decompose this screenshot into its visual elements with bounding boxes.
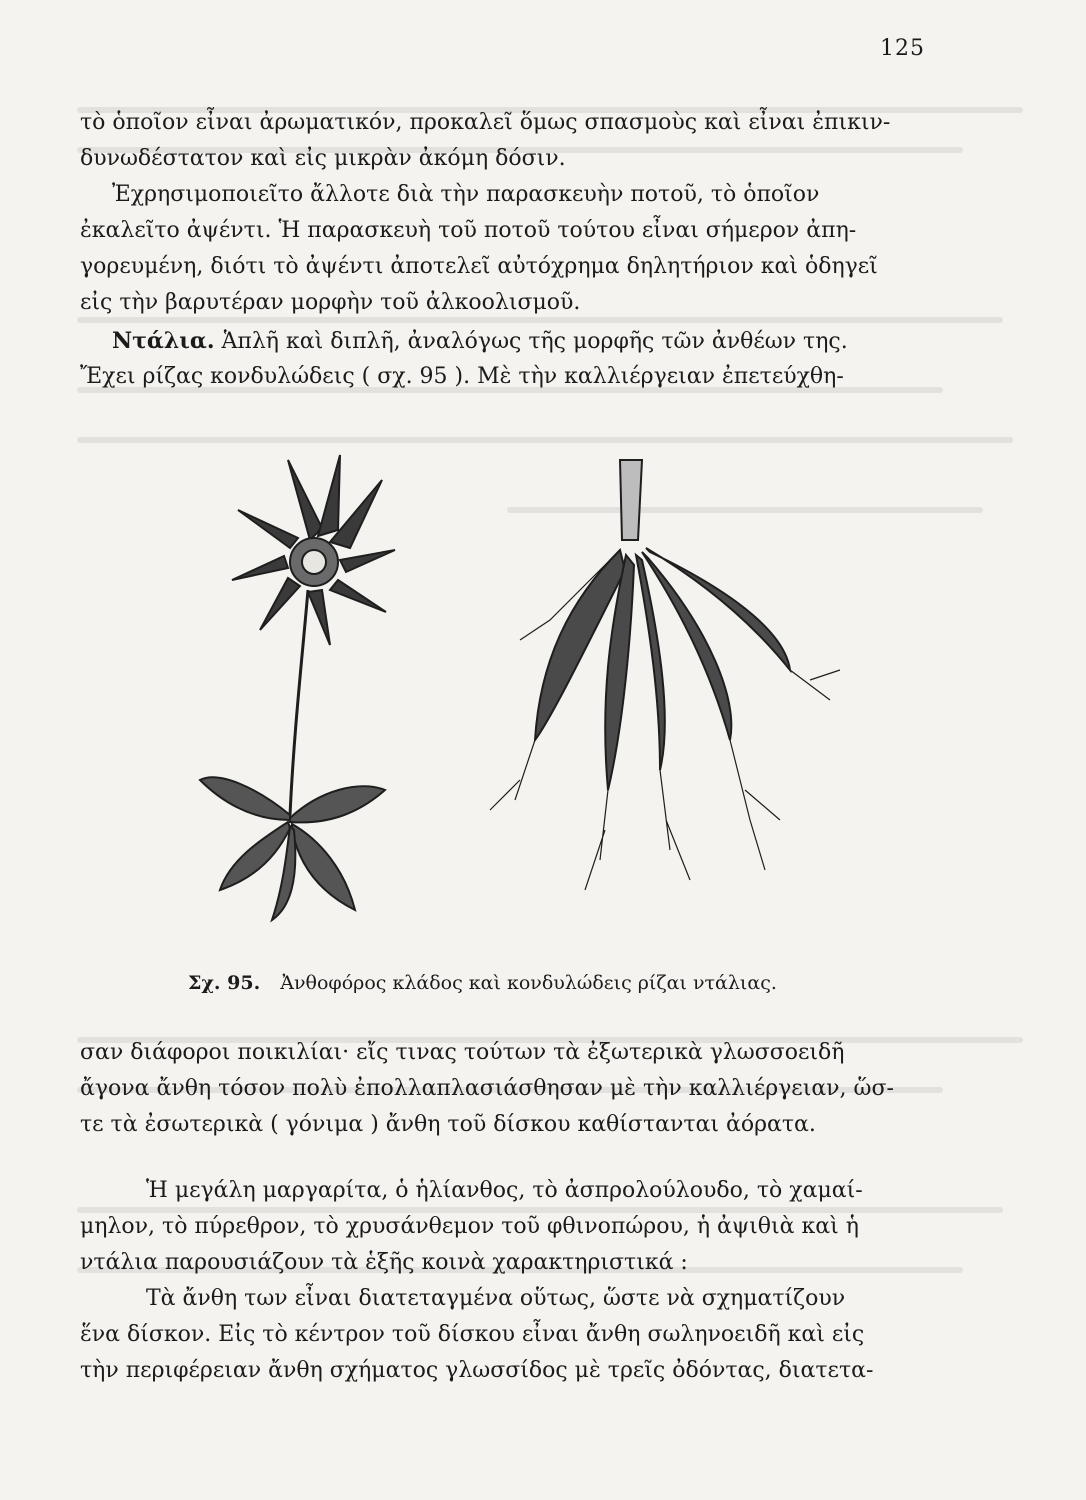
figure-caption-text: Ἀνθοφόρος κλάδος καὶ κονδυλώδεις ρίζαι ντάλιας. (280, 972, 777, 994)
paragraph-line: ντάλια παρουσιάζουν τὰ ἑξῆς κοινὰ χαρακτηριστικά : (80, 1250, 688, 1275)
paragraph-line: μηλον, τὸ πύρεθρον, τὸ χρυσάνθεμον τοῦ φθινοπώρου, ἡ ἀψιθιὰ καὶ ἡ (80, 1214, 859, 1239)
paragraph-line: τὸ ὁποῖον εἶναι ἀρωματικόν, προκαλεῖ ὅμως σπασμοὺς καὶ εἶναι ἐπικιν- (80, 110, 891, 135)
flower-branch-drawing (200, 455, 395, 920)
page-number: 125 (880, 36, 925, 61)
figure-label: Σχ. 95. (188, 972, 261, 994)
paragraph-line: Ἔχει ρίζας κονδυλώδεις ( σχ. 95 ). Μὲ τὴν καλλιέργειαν ἐπετεύχθη- (80, 364, 844, 389)
dahlia-illustration (190, 440, 950, 940)
section-heading-rest: Ἁπλῆ καὶ διπλῆ, ἀναλόγως τῆς μορφῆς τῶν ἀνθέων της. (221, 329, 848, 354)
paragraph-line: τὴν περιφέρειαν ἄνθη σχήματος γλωσσίδος μὲ τρεῖς ὀδόντας, διατετα- (80, 1358, 874, 1383)
paragraph-line: ἕνα δίσκον. Εἰς τὸ κέντρον τοῦ δίσκου εἶναι ἄνθη σωληνοειδῆ καὶ εἰς (80, 1322, 865, 1347)
paragraph-line: Ἡ μεγάλη μαργαρίτα, ὁ ἡλίανθος, τὸ ἀσπρολούλουδο, τὸ χαμαί- (146, 1178, 863, 1203)
paragraph-line: Τὰ ἄνθη των εἶναι διατεταγμένα οὕτως, ὥστε νὰ σχηματίζουν (146, 1286, 846, 1311)
paragraph-line: γορευμένη, διότι τὸ ἀψέντι ἀποτελεῖ αὐτόχρημα δηλητήριον καὶ ὁδηγεῖ (80, 254, 878, 279)
paragraph-line: σαν διάφοροι ποικιλίαι· εἴς τινας τούτων τὰ ἐξωτερικὰ γλωσσοειδῆ (80, 1040, 845, 1065)
paragraph-line: εἰς τὴν βαρυτέραν μορφὴν τοῦ ἀλκοολισμοῦ. (80, 290, 581, 315)
paragraph-line: τε τὰ ἐσωτερικὰ ( γόνιμα ) ἄνθη τοῦ δίσκου καθίστανται ἀόρατα. (80, 1112, 816, 1137)
tuber-roots-drawing (490, 460, 840, 890)
paragraph-line: Ἐχρησιμοποιεῖτο ἄλλοτε διὰ τὴν παρασκευὴν ποτοῦ, τὸ ὁποῖον (112, 182, 820, 207)
paragraph-line: δυνωδέστατον καὶ εἰς μικρὰν ἀκόμη δόσιν. (80, 146, 566, 171)
figure-caption (188, 972, 777, 994)
paragraph-line: ἄγονα ἄνθη τόσον πολὺ ἐπολλαπλασιάσθησαν μὲ τὴν καλλιέργειαν, ὥσ- (80, 1076, 894, 1101)
section-line (112, 328, 972, 354)
section-heading: Ντάλια. (112, 328, 215, 354)
paragraph-line: ἐκαλεῖτο ἀψέντι. Ἡ παρασκευὴ τοῦ ποτοῦ τούτου εἶναι σήμερον ἀπη- (80, 218, 857, 243)
